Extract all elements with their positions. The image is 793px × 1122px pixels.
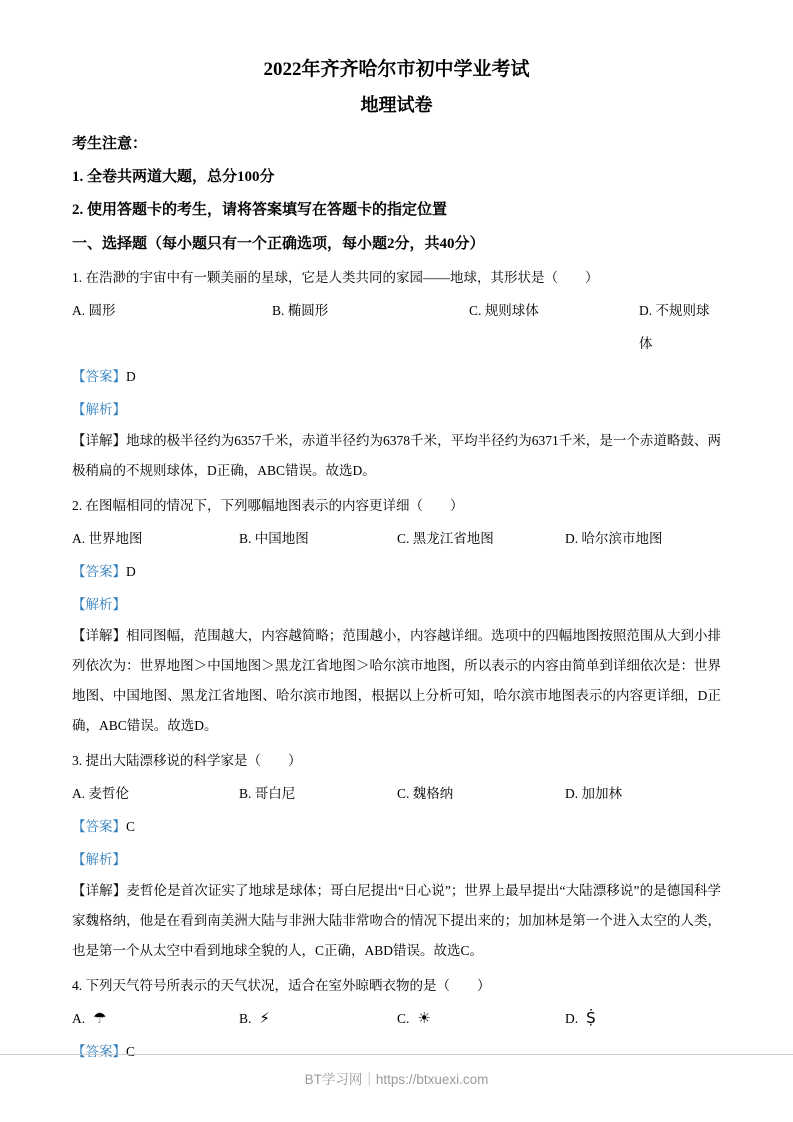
- footer-site-link[interactable]: https://btxuexi.com: [375, 1072, 489, 1087]
- thunderstorm-icon: ⚡: [259, 1009, 270, 1027]
- option-c: C. 规则球体: [469, 303, 539, 318]
- option-letter: D.: [565, 1011, 579, 1026]
- analysis-row: [72, 588, 721, 621]
- option-d: D. 不规则球体: [639, 303, 710, 351]
- option-b: B. 哥白尼: [239, 786, 296, 801]
- notice-item-2: 2. 使用答题卡的考生，请将答案填写在答题卡的指定位置: [72, 202, 448, 218]
- answer-value: D: [126, 369, 136, 384]
- option-d: [565, 1002, 721, 1035]
- option-a: A. 世界地图: [72, 531, 143, 546]
- answer-row: [72, 360, 721, 393]
- option-letter: C.: [397, 1011, 410, 1026]
- answer-row: [72, 555, 721, 588]
- option-a: A. 圆形: [72, 303, 116, 318]
- question-1: [72, 261, 721, 486]
- options-row: [72, 777, 721, 810]
- answer-label: 【答案】: [72, 564, 126, 579]
- option-c: [397, 1002, 565, 1035]
- detail-text: 相同图幅，范围越大，内容越简略；范围越小，内容越详细。选项中的四幅地图按照范围从大到小排列依次为：世界地图＞中国地图＞黑龙江省地图＞哈尔滨市地图，所以表示的内容由简单到详细依次是：世界地图、中国地图、黑龙江省地图、哈尔滨市地图，根据以上分析可知，哈尔滨市地图表示的内容更详细，D正确，ABC错误。故选D。: [72, 628, 722, 733]
- exam-title: 2022年齐齐哈尔市初中学业考试: [263, 59, 530, 80]
- sandstorm-icon: Ṩ: [586, 1009, 596, 1027]
- sunny-icon: ☀: [417, 1009, 431, 1027]
- detail-label: 【详解】: [72, 883, 127, 898]
- analysis-label: 【解析】: [72, 852, 126, 867]
- option-d: D. 哈尔滨市地图: [565, 531, 663, 546]
- exam-subtitle: 地理试卷: [360, 95, 433, 115]
- detail-paragraph: [72, 426, 721, 486]
- footer-site-name: BT学习网: [304, 1072, 363, 1087]
- detail-label: 【详解】: [72, 433, 127, 448]
- section-title-choice: 一、选择题（每小题只有一个正确选项，每小题2分，共40分）: [72, 236, 485, 252]
- options-row: [72, 294, 721, 360]
- option-letter: A.: [72, 1011, 86, 1026]
- question-2: [72, 489, 721, 741]
- option-a: A. 麦哲伦: [72, 786, 129, 801]
- analysis-row: [72, 393, 721, 426]
- answer-value: D: [126, 564, 136, 579]
- option-c: C. 魏格纳: [397, 786, 454, 801]
- analysis-label: 【解析】: [72, 402, 126, 417]
- detail-paragraph: [72, 876, 721, 966]
- answer-label: 【答案】: [72, 819, 126, 834]
- rain-icon: ☂: [93, 1009, 107, 1027]
- analysis-row: [72, 843, 721, 876]
- option-b: [239, 1002, 397, 1035]
- option-a: [72, 1002, 239, 1035]
- detail-paragraph: [72, 621, 721, 741]
- detail-label: 【详解】: [72, 628, 127, 643]
- answer-value: C: [126, 819, 136, 834]
- question-3: [72, 744, 721, 966]
- detail-text: 麦哲伦是首次证实了地球是球体；哥白尼提出“日心说”；世界上最早提出“大陆漂移说”的是德国科学家魏格纳，他是在看到南美洲大陆与非洲大陆非常吻合的情况下提出来的；加加林是第一个进入太空的人类，也是第一个从太空中看到地球全貌的人，C正确，ABD错误。故选C。: [72, 883, 722, 958]
- answer-value: C: [126, 1044, 136, 1059]
- option-b: B. 椭圆形: [272, 303, 329, 318]
- question-stem: 1. 在浩渺的宇宙中有一颗美丽的星球，它是人类共同的家园——地球，其形状是（ ）: [72, 270, 599, 285]
- answer-label: 【答案】: [72, 1044, 126, 1059]
- question-stem: 4. 下列天气符号所表示的天气状况，适合在室外晾晒衣物的是（ ）: [72, 978, 491, 993]
- notice-header: 考生注意：: [72, 136, 148, 152]
- option-b: B. 中国地图: [239, 531, 309, 546]
- option-d: D. 加加林: [565, 786, 622, 801]
- detail-text: 地球的极半径约为6357千米，赤道半径约为6378千米，平均半径约为6371千米，是一个赤道略鼓、两极稍扁的不规则球体，D正确，ABC错误。故选D。: [72, 433, 722, 478]
- question-stem: 3. 提出大陆漂移说的科学家是（ ）: [72, 753, 302, 768]
- options-row: [72, 1002, 721, 1035]
- footer-separator: ｜: [362, 1072, 376, 1087]
- option-letter: B.: [239, 1011, 252, 1026]
- page-footer: [0, 1054, 793, 1088]
- analysis-label: 【解析】: [72, 597, 126, 612]
- answer-label: 【答案】: [72, 369, 126, 384]
- question-stem: 2. 在图幅相同的情况下，下列哪幅地图表示的内容更详细（ ）: [72, 498, 464, 513]
- options-row: [72, 522, 721, 555]
- answer-row: [72, 810, 721, 843]
- notice-item-1: 1. 全卷共两道大题，总分100分: [72, 169, 275, 185]
- option-c: C. 黑龙江省地图: [397, 531, 494, 546]
